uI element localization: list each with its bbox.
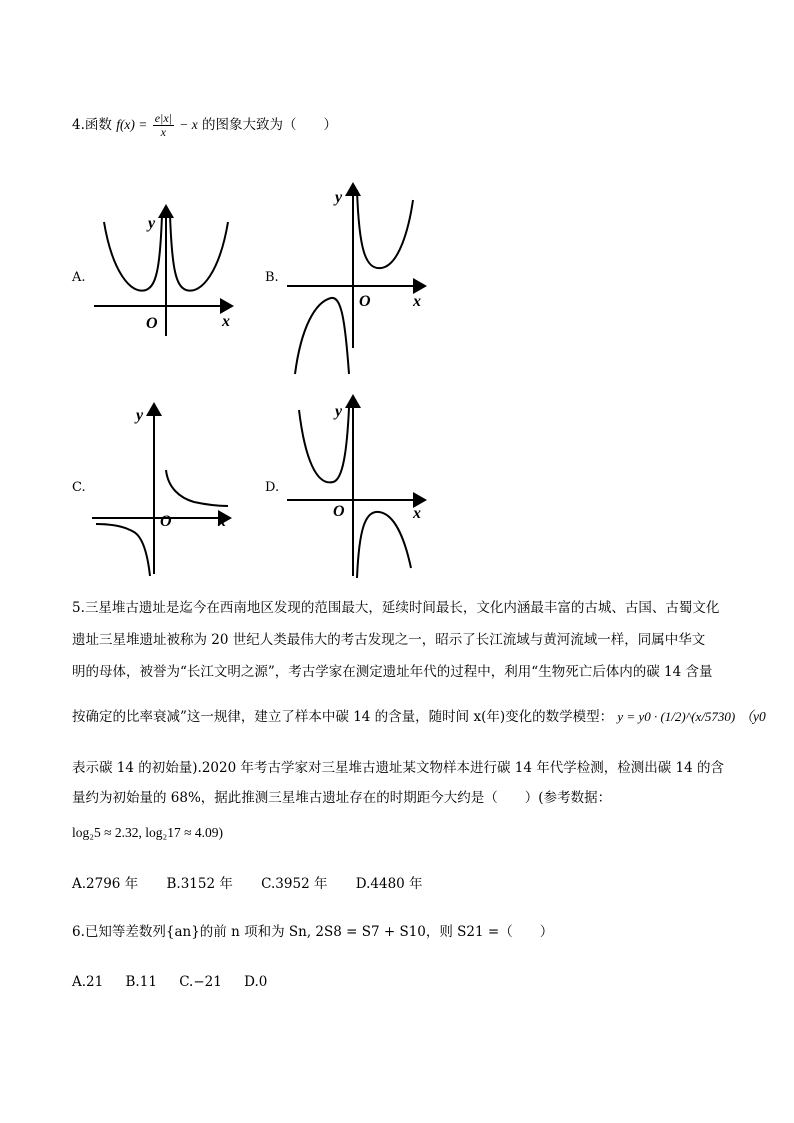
graph-label-a: A. bbox=[72, 270, 86, 285]
graph-b-y-label: y bbox=[335, 189, 343, 206]
q5-line5: 表示碳 14 的初始量).2020 年考古学家对三星堆古遗址某文物样本进行碳 14 年代学检测，检测出碳 14 的含 bbox=[72, 760, 724, 776]
graph-c bbox=[88, 398, 238, 578]
q4-frac-den: x bbox=[160, 125, 166, 139]
q6-option-c: C.−21 bbox=[179, 974, 222, 990]
q6-option-d: D.0 bbox=[244, 974, 268, 990]
q5-line6: 量约为初始量的 68%，据此推测三星堆古遗址存在的时期距今大约是（ ）(参考数据： bbox=[72, 790, 612, 806]
q6-option-a: A.21 bbox=[72, 974, 104, 990]
q4-func-rest: − x bbox=[179, 117, 198, 132]
q5-line1: 5.三星堆古遗址是迄今在西南地区发现的范围最大，延续时间最长，文化内涵最丰富的古城、古国、古蜀文化 bbox=[72, 600, 720, 616]
q5-option-b: B.3152 年 bbox=[166, 876, 233, 892]
q5-line2: 遗址三星堆遗址被称为 20 世纪人类最伟大的考古发现之一，昭示了长江流域与黄河流域一样，同属中华文 bbox=[72, 632, 706, 648]
graph-b-origin: O bbox=[359, 293, 371, 310]
graph-d-y-label: y bbox=[335, 403, 343, 420]
graph-a-origin: O bbox=[146, 315, 158, 332]
q6-stem: 6.已知等差数列{an}的前 n 项和为 Sn, 2S8 = S7 + S10，则 S21 =（ ） bbox=[72, 924, 554, 940]
graph-a-x-label: x bbox=[222, 313, 230, 330]
graph-d bbox=[283, 390, 433, 580]
q5-option-d: D.4480 年 bbox=[355, 876, 423, 892]
q4-suffix: 的图象大致为（ ） bbox=[202, 117, 338, 133]
q6-option-b: B.11 bbox=[125, 974, 157, 990]
graph-a bbox=[90, 200, 240, 340]
graph-d-x-label: x bbox=[413, 505, 421, 522]
q4-frac-num: e|x| bbox=[154, 111, 172, 125]
q5-line4 bbox=[72, 707, 766, 727]
q5-line4-text: 按确定的比率衰减”这一规律，建立了样本中碳 14 的含量，随时间 x(年)变化的数学模型： bbox=[72, 709, 614, 725]
graph-label-c: C. bbox=[72, 480, 86, 495]
graph-label-d: D. bbox=[265, 480, 280, 495]
q5-line7: log₂5 ≈ 2.32, log₂17 ≈ 4.09) bbox=[72, 825, 223, 840]
graph-c-origin: O bbox=[160, 513, 172, 530]
q6-options bbox=[72, 972, 285, 992]
q4-prefix: 4.函数 bbox=[72, 117, 112, 133]
graph-b bbox=[283, 178, 433, 378]
graph-d-origin: O bbox=[333, 503, 345, 520]
q5-options bbox=[72, 874, 447, 894]
graph-c-x-label: x bbox=[218, 513, 226, 530]
q5-model: y = y0 · (1/2)^(x/5730) bbox=[617, 709, 736, 724]
q4-func-lhs: f(x) = bbox=[116, 117, 148, 132]
q5-line3: 明的母体，被誉为“长江文明之源”，考古学家在测定遗址年代的过程中，利用“生物死亡后体内的碳 14 含量 bbox=[72, 664, 713, 680]
q5-model-tail: （y0 bbox=[739, 709, 766, 724]
q5-option-c: C.3952 年 bbox=[261, 876, 328, 892]
q4-stem bbox=[72, 112, 337, 139]
graph-label-b: B. bbox=[265, 270, 279, 285]
graph-c-y-label: y bbox=[136, 407, 144, 424]
graph-a-y-label: y bbox=[148, 215, 156, 232]
q5-option-a: A.2796 年 bbox=[72, 876, 139, 892]
q4-fraction bbox=[153, 112, 174, 139]
graph-b-x-label: x bbox=[413, 293, 421, 310]
